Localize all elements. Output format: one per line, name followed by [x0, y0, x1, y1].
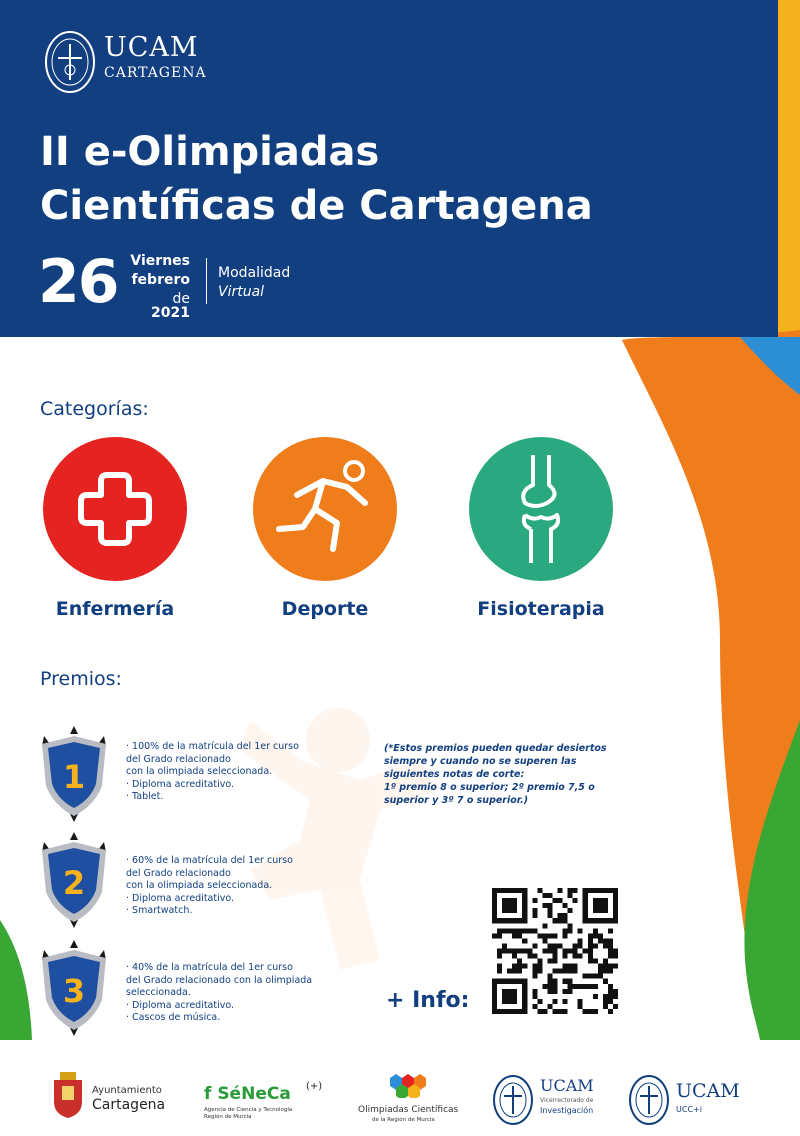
prize-1-line-5: · Tablet.: [126, 791, 164, 802]
prize-2-line-2: del Grado relacionado: [126, 867, 231, 879]
prize-3-line-4: · Diploma acreditativo.: [126, 999, 235, 1011]
prize-badge-3: [34, 940, 114, 1036]
prize-2-line-1: · 60% de la matrícula del 1er curso: [126, 855, 293, 866]
note-line-2: siempre y cuando no se superen las: [384, 756, 577, 767]
prize-2-line-5: · Smartwatch.: [126, 905, 193, 916]
seneca-plus: (+): [306, 1081, 323, 1092]
ucam-investigacion-sub-1: Vicerrectorado de: [540, 1097, 594, 1104]
category-circle-deporte: [253, 437, 397, 581]
ucam-seal-icon: [44, 30, 96, 94]
prizes-note: [384, 742, 607, 807]
category-label-enfermeria: Enfermería: [55, 598, 175, 620]
prize-description-2: [126, 855, 293, 918]
date-divider: [206, 258, 207, 304]
prize-description-3: [126, 962, 312, 1025]
categories-heading: Categorías:: [40, 398, 149, 420]
event-month: febrero: [131, 272, 190, 288]
event-year: 2021: [151, 305, 190, 321]
event-year-line: [130, 292, 190, 320]
prizes-heading: Premios:: [40, 668, 122, 690]
category-circle-fisioterapia: [469, 437, 613, 581]
modality-label: Modalidad: [218, 265, 291, 281]
note-line-1: (*Estos premios pueden quedar desiertos: [384, 743, 607, 754]
ucam-ucc-seal-icon: [628, 1074, 670, 1126]
prize-1-line-3: con la olimpiada seleccionada.: [126, 766, 273, 777]
sponsor-footer: [0, 1040, 800, 1136]
note-line-3: siguientes notas de corte:: [384, 769, 525, 780]
seneca-sub-1: Agencia de Ciencia y Tecnología: [204, 1107, 293, 1113]
prize-3-line-1: · 40% de la matrícula del 1er curso: [126, 962, 293, 973]
category-label-deporte: Deporte: [281, 598, 369, 620]
runner-icon: [253, 437, 397, 581]
olimpiadas-line-2: de la Región de Murcia: [372, 1117, 435, 1123]
yellow-stripe: [778, 0, 800, 337]
title-line-2: Científicas de Cartagena: [40, 183, 593, 229]
header-banner: [0, 0, 778, 337]
prize-1-line-1: · 100% de la matrícula del 1er curso: [126, 741, 299, 752]
seneca-sub-2: Región de Murcia: [204, 1114, 252, 1120]
prize-1-line-2: del Grado relacionado: [126, 753, 231, 765]
note-line-5: superior y 3º 7 o superior.): [384, 795, 529, 806]
prize-badge-1: [34, 726, 114, 822]
ucam-investigacion-sub-2: Investigación: [540, 1106, 594, 1115]
modality-value: Virtual: [218, 284, 265, 300]
ayuntamiento-crest-icon: [50, 1072, 86, 1118]
ayuntamiento-line-2: Cartagena: [92, 1097, 166, 1113]
note-line-4: 1º premio 8 o superior; 2º premio 7,5 o: [384, 782, 595, 793]
ucam-ucc-sub: UCC+i: [676, 1105, 702, 1114]
prize-rank-3: 3: [62, 972, 86, 1010]
title-line-1: II e-Olimpiadas: [40, 129, 380, 175]
more-info-label: + Info:: [386, 988, 470, 1013]
olimpiadas-hexagons-icon: [384, 1070, 432, 1098]
prize-description-1: [126, 741, 299, 804]
green-wave-left: [0, 920, 32, 1040]
prize-2-line-3: con la olimpiada seleccionada.: [126, 880, 273, 891]
ayuntamiento-line-1: Ayuntamiento: [92, 1085, 162, 1096]
prize-rank-1: 1: [62, 758, 86, 796]
event-year-prefix: de: [172, 291, 190, 307]
olimpiadas-line-1: Olimpiadas Científicas: [358, 1105, 459, 1115]
brand-campus: CARTAGENA: [104, 65, 207, 81]
prize-2-line-4: · Diploma acreditativo.: [126, 892, 235, 904]
category-label-fisioterapia: Fisioterapia: [477, 598, 605, 620]
event-weekday: Viernes: [130, 253, 190, 269]
prize-badge-2: [34, 832, 114, 928]
knee-joint-icon: [469, 437, 613, 581]
prize-1-line-4: · Diploma acreditativo.: [126, 778, 235, 790]
ucam-investigacion-seal-icon: [492, 1074, 534, 1126]
prize-3-line-5: · Cascos de música.: [126, 1012, 221, 1023]
ucam-ucc-name: UCAM: [676, 1080, 740, 1102]
event-day: 26: [38, 247, 118, 317]
prize-3-line-3: seleccionada.: [126, 987, 191, 998]
medical-cross-icon: [43, 437, 187, 581]
seneca-name: f SéNeCa: [204, 1084, 291, 1104]
category-circle-enfermeria: [43, 437, 187, 581]
prize-3-line-2: del Grado relacionado con la olimpiada: [126, 974, 313, 986]
qr-code[interactable]: [492, 888, 618, 1014]
prize-rank-2: 2: [62, 864, 86, 902]
ucam-investigacion-name: UCAM: [540, 1076, 594, 1095]
brand-name: UCAM: [104, 32, 199, 63]
